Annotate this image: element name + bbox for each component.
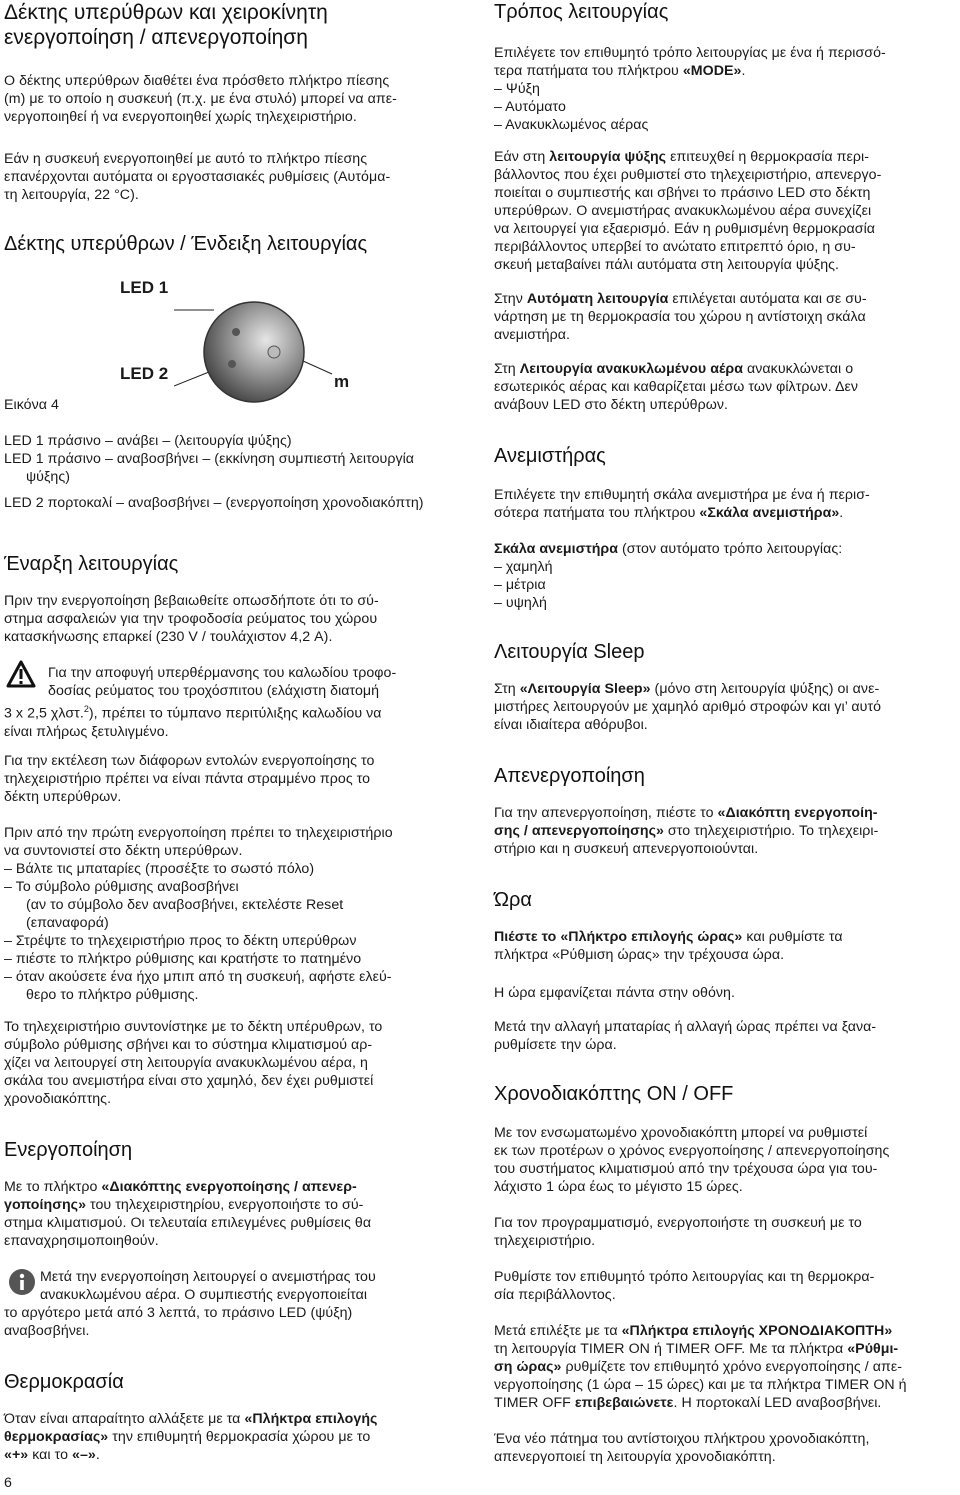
paragraph-timer-select: Μετά επιλέξτε με τα «Πλήκτρα επιλογής ΧΡΟΝΟΔΙΑΚΟΠΤΗ» τη λειτουργία TIMER ON ή TIMER OFF. Με τα πλήκτρα «Ρύθμι- ση ώρας» ρυθμίζετε τον επιθυμητό χρόνο ενεργοποίησης / απε- νεργοποίησης (1 ώρα – 15 ώρες) και με τα πλήκτρα TIMER ON ή TIMER OFF επιβεβαιώνετε. Η πορτοκαλί LED αναβοσβήνει. [494,1323,907,1411]
figure-ir-receiver [4,268,470,418]
heading-time: Ώρα [494,889,532,911]
paragraph-time: Πιέστε το «Πλήκτρο επιλογής ώρας» και ρυθμίστε τα πλήκτρα «Ρύθμιση ώρας» την τρέχουσα ώρα. [494,929,843,963]
heading-power-on: Ενεργοποίηση [4,1139,133,1161]
heading-start: Έναρξη λειτουργίας [4,553,179,575]
title-ir-receiver: Δέκτης υπερύθρων και χειροκίνητη ενεργοποίηση / απενεργοποίηση [4,1,328,49]
heading-mode: Τρόπος λειτουργίας [494,1,669,23]
heading-temperature: Θερμοκρασία [4,1371,124,1393]
paragraph-auto: Στην Αυτόματη λειτουργία επιλέγεται αυτόματα και σε συ- νάρτηση με τη θερμοκρασία του χώρου η αντίστοιχη σκάλα ανεμιστήρα. [494,291,867,343]
paragraph-fuse: Πριν την ενεργοποίηση βεβαιωθείτε οπωσδήποτε ότι το σύ- στημα ασφαλειών για την τροφοδοσία ρεύματος του χώρου κατασκήνωσης επαρκεί (230 V / τουλάχιστον 4,2 A). [4,593,379,645]
paragraph-power-off: Για την απενεργοποίηση, πιέστε το «Διακόπτη ενεργοποίη- σης / απενεργοποίησης» στο τηλεχειριστήριο. Το τηλεχειρι- στήριο και η συσκευή απενεργοποιούνται. [494,805,879,857]
heading-receiver-indicator: Δέκτης υπερύθρων / Ένδειξη λειτουργίας [4,233,368,255]
heading-sleep: Λειτουργία Sleep [494,641,645,663]
paragraph-fan: Επιλέγετε την επιθυμητή σκάλα ανεμιστήρα με ένα ή περισ- σότερα πατήματα του πλήκτρου «Σκάλα ανεμιστήρα». [494,487,870,521]
paragraph-power-on: Με το πλήκτρο «Διακόπτης ενεργοποίησης / απενερ- γοποίησης» του τηλεχειριστηρίου, ενεργοποιήστε το σύ- στημα κλιματισμού. Οι τελευταία επιλεγμένες ρυθμίσεις θα επαναχρησιμοποιηθούν. [4,1179,372,1249]
led1-dot [232,328,240,336]
paragraph-factory-settings: Εάν η συσκευή ενεργοποιηθεί με αυτό το πλήκτρο πίεσης επανέρχονται αυτόματα οι εργοστασιακές ρυθμίσεις (Αυτόμα- τη λειτουργία, 22 °C). [4,151,391,203]
paragraph-mode: Επιλέγετε τον επιθυμητό τρόπο λειτουργίας με ένα ή περισσό- τερα πατήματα του πλήκτρου «MODE». – Ψύξη – Αυτόματο – Ανακυκλωμένος αέρας [494,45,886,133]
paragraph-recirc: Στη Λειτουργία ανακυκλωμένου αέρα ανακυκλώνεται ο εσωτερικός αέρας και καθαρίζεται μέσω των φίλτρων. Δεν ανάβουν LED στο δέκτη υπερύθρων. [494,361,858,413]
paragraph-timer-mode: Ρυθμίστε τον επιθυμητό τρόπο λειτουργίας και τη θερμοκρα- σία περιβάλλοντος. [494,1269,875,1303]
m-button-dot [268,346,280,358]
paragraph-timer-program: Για τον προγραμματισμό, ενεργοποιήστε τη συσκευή με το τηλεχειριστήριο. [494,1215,862,1249]
paragraph-temperature: Όταν είναι απαραίτητο αλλάξετε με τα «Πλήκτρα επιλογής θερμοκρασίας» την επιθυμητή θερμοκρασία χώρου με το «+» και το «–». [4,1411,378,1463]
paragraph-sleep: Στη «Λειτουργία Sleep» (μόνο στη λειτουργία ψύξης) οι ανε- μιστήρες λειτουργούν με χαμηλό αριθμό στροφών και γι’ αυτό είναι ιδιαίτερα αθόρυβοι. [494,681,882,733]
fan-levels: Σκάλα ανεμιστήρα (στον αυτόματο τρόπο λειτουργίας: – χαμηλή – μέτρια – υψηλή [494,541,843,611]
paragraph-timer-intro: Με τον ενσωματωμένο χρονοδιακόπτη μπορεί να ρυθμιστεί εκ των προτέρων ο χρόνος ενεργοποίησης / απενεργοποίησης του συστήματος κλιματισμού από την τρέχουσα ώρα για του- λάχιστο 1 ώρα έως το μέγιστο 15 ώρες. [494,1125,890,1195]
warning-text: Για την αποφυγή υπερθέρμανσης του καλωδίου τροφο- δοσίας ρεύματος του τροχόσπιτου (ελάχιστη διατομή 3 x 2,5 χλστ.$^2$), πρέπει το τύμπανο περιτύλιξης καλωδίου να είναι πλήρως ξετυλιγμένο. [4,665,397,740]
figure-caption: Εικόνα 4 [4,397,59,413]
led-legend: LED 1 πράσινο – ανάβει – (λειτουργία ψύξης) LED 1 πράσινο – αναβοσβήνει – (εκκίνηση συμπιεστή λειτουργία ψύξης) LED 2 πορτοκαλί – αναβοσβήνει – (ενεργοποίηση χρονοδιακόπτη) [4,433,424,511]
paragraph-push-button: Ο δέκτης υπερύθρων διαθέτει ένα πρόσθετο πλήκτρο πίεσης (m) με το οποίο η συσκευή (π.χ. με ένα στυλό) μπορεί να απε- νεργοποιηθεί ή να ενεργοποιηθεί χωρίς τηλεχειριστήριο. [4,73,397,125]
paragraph-time-display: Η ώρα εμφανίζεται πάντα στην οθόνη. [494,985,735,1001]
paragraph-point-remote: Για την εκτέλεση των διάφορων εντολών ενεργοποίησης το τηλεχειριστήριο πρέπει να είναι πάντα στραμμένο προς το δέκτη υπερύθρων. [4,753,375,805]
pairing-steps: – Βάλτε τις μπαταρίες (προσέξτε το σωστό πόλο) – Το σύμβολο ρύθμισης αναβοσβήνει (αν το σύμβολο δεν αναβοσβήνει, εκτελέστε Reset (επαναφορά) – Στρέψτε το τηλεχειριστήριο προς το δέκτη υπερύθρων – πιέστε το πλήκτρο ρύθμισης και κρατήστε το πατημένο – όταν ακούσετε ένα ήχο μπιπ από τη συσκευή, αφήστε ελεύ- θερο το πλήκτρο ρύθμισης. [4,861,392,1003]
heading-fan: Ανεμιστήρας [494,445,606,467]
info-text: Μετά την ενεργοποίηση λειτουργεί ο ανεμιστήρας του ανακυκλωμένου αέρα. Ο συμπιεστής ενεργοποιείται το αργότερο μετά από 3 λεπτά, το πράσινο LED (ψύξη) αναβοσβήνει. [4,1269,376,1339]
page-number: 6 [4,1475,12,1491]
button-m-label: m [334,372,350,391]
led1-label: LED 1 [120,278,169,297]
paragraph-reset-time: Μετά την αλλαγή μπαταρίας ή αλλαγή ώρας πρέπει να ξανα- ρυθμίσετε την ώρα. [494,1019,877,1053]
led2-label: LED 2 [120,364,169,383]
ir-receiver-knob-drawing [174,286,334,416]
paragraph-cooling: Εάν στη λειτουργία ψύξης επιτευχθεί η θερμοκρασία περι- βάλλοντος που έχει ρυθμιστεί στο τηλεχειριστήριο, απενεργο- ποιείται ο συμπιεστής και σβήνει το πράσινο LED στο δέκτη υπερύθρων. Ο ανεμιστήρας ανακυκλωμένου αέρα συνεχίζει να λειτουργεί για εξαερισμό. Εάν η ρυθμισμένη θερμοκρασία περιβάλλοντος υπερβεί το ανώτατο επιτρεπτό όριο, η συ- σκευή μεταβαίνει πάλι αυτόματα στη λειτουργία ψύξης. [494,149,882,273]
paragraph-pairing: Πριν από την πρώτη ενεργοποίηση πρέπει το τηλεχειριστήριο να συντονιστεί στο δέκτη υπερύθρων. [4,825,393,859]
heading-timer: Χρονοδιακόπτης ON / OFF [494,1083,734,1105]
paragraph-paired: Το τηλεχειριστήριο συντονίστηκε με το δέκτη υπέρυθρων, το σύμβολο ρύθμισης σβήνει και το σύστημα κλιματισμού αρ- χίζει να λειτουργεί στη λειτουργία ανακυκλωμένου αέρα, η σκάλα του ανεμιστήρα είναι στο χαμηλό, δεν έχει ρυθμιστεί χρονοδιακόπτης. [4,1019,383,1107]
paragraph-timer-cancel: Ένα νέο πάτημα του αντίστοιχου πλήκτρου χρονοδιακόπτη, απενεργοποιεί τη λειτουργία χρονοδιακόπτη. [494,1431,870,1465]
heading-power-off: Απενεργοποίηση [494,765,645,787]
led2-dot [228,360,236,368]
